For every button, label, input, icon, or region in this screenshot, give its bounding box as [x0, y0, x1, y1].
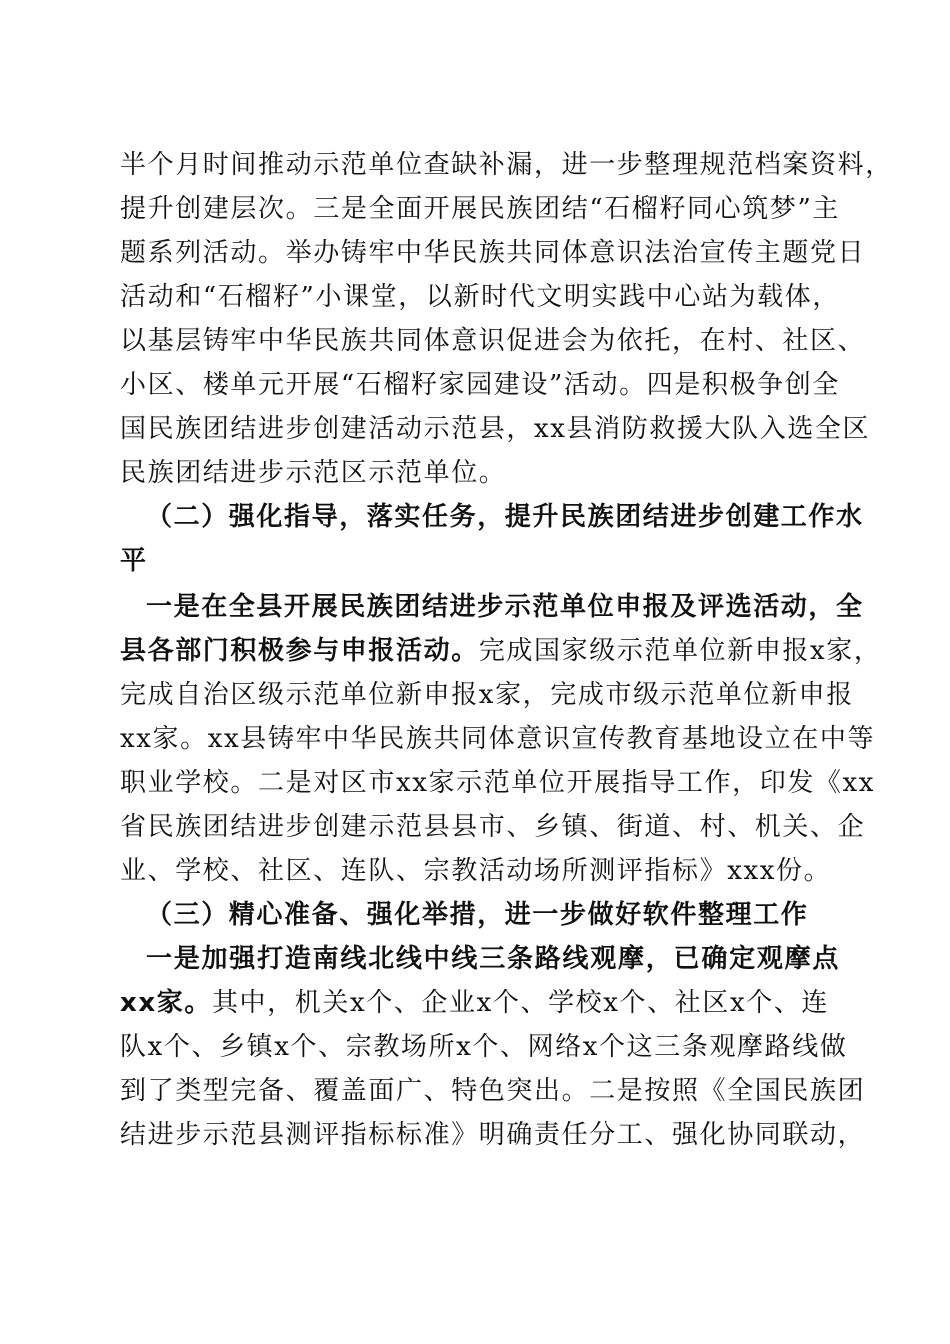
- paragraph-line: 一是在全县开展民族团结进步示范单位申报及评选活动，全: [146, 592, 864, 622]
- section-heading-3: （三）精心准备、强化举措，进一步做好软件整理工作: [146, 900, 809, 930]
- paragraph-line: 到了类型完备、覆盖面广、特色突出。二是按照《全国民族团: [120, 1076, 866, 1106]
- paragraph-line: 小区、楼单元开展“石榴籽家园建设”活动。四是积极争创全: [120, 370, 840, 400]
- paragraph-line: xx家。xx县铸牢中华民族共同体意识宣传教育基地设立在中等: [120, 724, 876, 754]
- paragraph-line: 业、学校、社区、连队、宗教活动场所测评指标》xxx份。: [120, 856, 832, 886]
- paragraph-line: 职业学校。二是对区市xx家示范单位开展指导工作，印发《xx: [120, 768, 876, 798]
- bold-lead-text: xx家。: [120, 988, 212, 1018]
- paragraph-line: 民族团结进步示范区示范单位。: [120, 458, 507, 488]
- section-heading-2: （二）强化指导，落实任务，提升民族团结进步创建工作水: [146, 502, 864, 532]
- paragraph-line: 结进步示范县测评指标标准》明确责任分工、强化协同联动，: [120, 1120, 866, 1150]
- paragraph-line: 半个月时间推动示范单位查缺补漏，进一步整理规范档案资料，: [120, 150, 893, 180]
- paragraph-line: [120, 631, 882, 671]
- paragraph-line: 省民族团结进步创建示范县县市、乡镇、街道、村、机关、企: [120, 812, 866, 842]
- paragraph-line: [120, 983, 840, 1023]
- regular-text: 其中，机关x个、企业x个、学校x个、社区x个、连: [211, 988, 830, 1018]
- paragraph-line: 队x个、乡镇x个、宗教场所x个、网络x个这三条观摩路线做: [120, 1032, 848, 1062]
- paragraph-line: 完成自治区级示范单位新申报x家，完成市级示范单位新申报: [120, 680, 854, 710]
- regular-text: 完成国家级示范单位新申报x家，: [478, 636, 882, 666]
- paragraph-line: 一是加强打造南线北线中线三条路线观摩，已确定观摩点: [146, 944, 840, 974]
- paragraph-line: 题系列活动。举办铸牢中华民族共同体意识法治宣传主题党日: [120, 238, 866, 268]
- paragraph-line: 活动和“石榴籽”小课堂，以新时代文明实践中心站为载体，: [120, 282, 840, 312]
- paragraph-line: 提升创建层次。三是全面开展民族团结“石榴籽同心筑梦”主: [120, 194, 840, 224]
- paragraph-line: 国民族团结进步创建活动示范县，xx县消防救援大队入选全区: [120, 414, 871, 444]
- bold-lead-text: 县各部门积极参与申报活动。: [120, 636, 479, 666]
- section-heading-2-cont: 平: [120, 546, 148, 576]
- paragraph-line: 以基层铸牢中华民族共同体意识促进会为依托，在村、社区、: [120, 326, 866, 356]
